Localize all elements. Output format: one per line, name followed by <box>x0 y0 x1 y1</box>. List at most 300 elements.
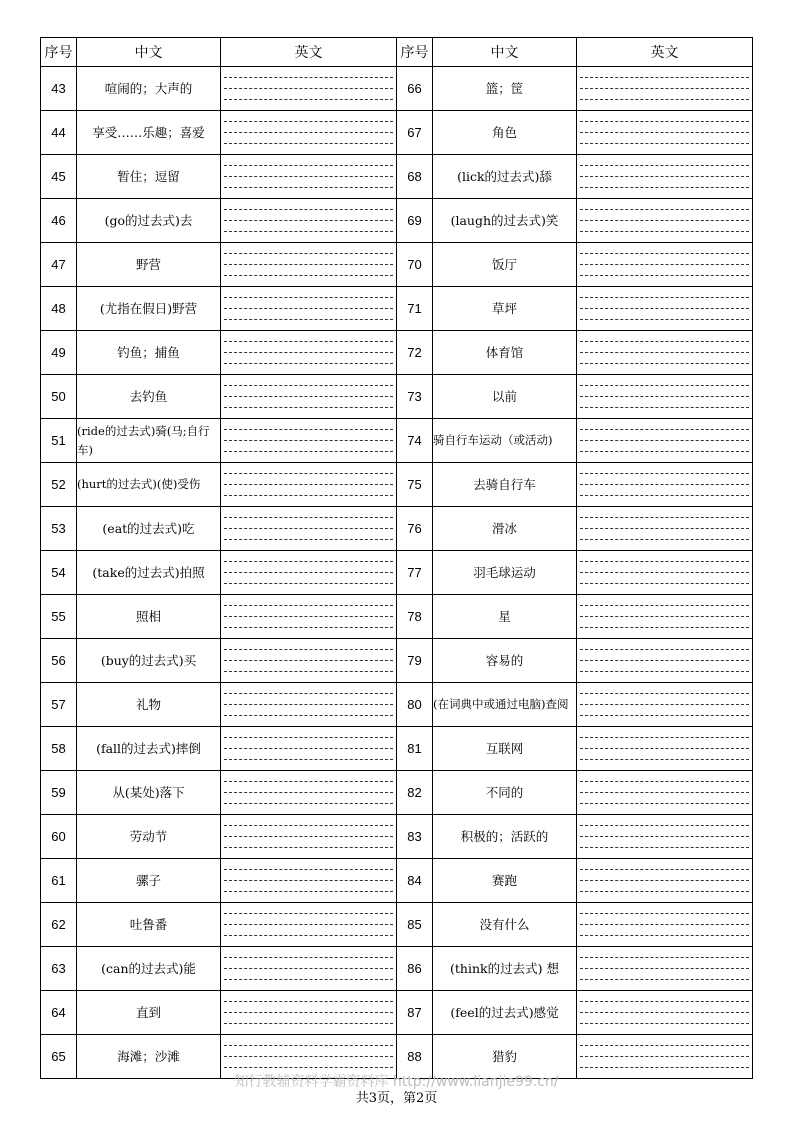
dashed-writing-line <box>580 517 749 518</box>
english-answer[interactable] <box>221 683 397 727</box>
dashed-writing-line <box>224 671 393 672</box>
dashed-writing-line <box>580 737 749 738</box>
dashed-writing-line <box>580 616 749 617</box>
dashed-writing-line <box>580 836 749 837</box>
row-number: 88 <box>397 1035 433 1079</box>
dashed-writing-line <box>580 891 749 892</box>
dashed-writing-line <box>580 1056 749 1057</box>
dashed-writing-line <box>580 176 749 177</box>
dashed-writing-line <box>580 275 749 276</box>
english-answer[interactable] <box>221 507 397 551</box>
table-row <box>41 463 753 507</box>
dashed-writing-line <box>224 1001 393 1002</box>
dashed-writing-line <box>580 495 749 496</box>
dashed-writing-line <box>224 572 393 573</box>
dashed-writing-line <box>580 528 749 529</box>
dashed-writing-line <box>580 77 749 78</box>
dashed-writing-line <box>224 759 393 760</box>
chinese-term: 互联网 <box>433 727 577 771</box>
row-number: 54 <box>41 551 77 595</box>
row-number: 71 <box>397 287 433 331</box>
row-number: 74 <box>397 419 433 463</box>
dashed-writing-line <box>580 1001 749 1002</box>
row-number: 69 <box>397 199 433 243</box>
dashed-writing-line <box>580 924 749 925</box>
dashed-writing-line <box>224 693 393 694</box>
dashed-writing-line <box>580 473 749 474</box>
chinese-term: 礼物 <box>77 683 221 727</box>
dashed-writing-line <box>580 671 749 672</box>
dashed-writing-line <box>580 748 749 749</box>
row-number: 50 <box>41 375 77 419</box>
chinese-term: 没有什么 <box>433 903 577 947</box>
english-answer[interactable] <box>577 991 753 1035</box>
chinese-term: (尤指在假日)野营 <box>77 287 221 331</box>
english-answer[interactable] <box>577 199 753 243</box>
dashed-writing-line <box>580 935 749 936</box>
dashed-writing-line <box>224 352 393 353</box>
dashed-writing-line <box>580 1067 749 1068</box>
header-en-left: 英文 <box>221 38 397 67</box>
dashed-writing-line <box>224 913 393 914</box>
english-answer[interactable] <box>221 903 397 947</box>
english-answer[interactable] <box>221 815 397 859</box>
chinese-term: 照相 <box>77 595 221 639</box>
chinese-term: 体育馆 <box>433 331 577 375</box>
english-answer[interactable] <box>221 639 397 683</box>
table-row <box>41 243 753 287</box>
header-cn-left: 中文 <box>77 38 221 67</box>
dashed-writing-line <box>580 704 749 705</box>
dashed-writing-line <box>224 715 393 716</box>
dashed-writing-line <box>224 825 393 826</box>
row-number: 62 <box>41 903 77 947</box>
chinese-term: 直到 <box>77 991 221 1035</box>
table-row <box>41 551 753 595</box>
table-row <box>41 331 753 375</box>
english-answer[interactable] <box>221 551 397 595</box>
dashed-writing-line <box>580 165 749 166</box>
row-number: 51 <box>41 419 77 463</box>
dashed-writing-line <box>580 484 749 485</box>
watermark: 知行教辅资料学霸资料库 http://www.lianjie99.cn/ <box>234 1074 559 1090</box>
dashed-writing-line <box>580 1023 749 1024</box>
chinese-term: 猎豹 <box>433 1035 577 1079</box>
row-number: 45 <box>41 155 77 199</box>
row-number: 87 <box>397 991 433 1035</box>
header-row <box>41 38 753 67</box>
dashed-writing-line <box>224 748 393 749</box>
dashed-writing-line <box>580 407 749 408</box>
dashed-writing-line <box>580 759 749 760</box>
dashed-writing-line <box>580 319 749 320</box>
header-cn-right: 中文 <box>433 38 577 67</box>
vocab-table <box>40 37 753 1079</box>
dashed-writing-line <box>224 407 393 408</box>
chinese-term: 野营 <box>77 243 221 287</box>
table-row <box>41 155 753 199</box>
table-row <box>41 815 753 859</box>
row-number: 83 <box>397 815 433 859</box>
dashed-writing-line <box>224 869 393 870</box>
dashed-writing-line <box>224 77 393 78</box>
english-answer[interactable] <box>221 727 397 771</box>
dashed-writing-line <box>580 253 749 254</box>
chinese-term: (feel的过去式)感觉 <box>433 991 577 1035</box>
dashed-writing-line <box>224 803 393 804</box>
english-answer[interactable] <box>577 463 753 507</box>
dashed-writing-line <box>580 792 749 793</box>
page-footer: 共3页，第2页 <box>355 1091 438 1106</box>
english-answer[interactable] <box>221 991 397 1035</box>
chinese-term: (在词典中或通过电脑)查阅 <box>433 683 577 727</box>
dashed-writing-line <box>580 451 749 452</box>
header-num-right: 序号 <box>397 38 433 67</box>
chinese-term: 去钓鱼 <box>77 375 221 419</box>
dashed-writing-line <box>580 143 749 144</box>
dashed-writing-line <box>224 132 393 133</box>
row-number: 61 <box>41 859 77 903</box>
dashed-writing-line <box>224 121 393 122</box>
chinese-term: 星 <box>433 595 577 639</box>
header-en-right: 英文 <box>577 38 753 67</box>
english-answer[interactable] <box>221 419 397 463</box>
dashed-writing-line <box>224 836 393 837</box>
dashed-writing-line <box>224 792 393 793</box>
row-number: 63 <box>41 947 77 991</box>
chinese-term: (ride的过去式)骑(马;自行车) <box>77 419 221 463</box>
chinese-term: (hurt的过去式)(使)受伤 <box>77 463 221 507</box>
dashed-writing-line <box>580 649 749 650</box>
english-answer[interactable] <box>577 727 753 771</box>
row-number: 60 <box>41 815 77 859</box>
dashed-writing-line <box>580 572 749 573</box>
dashed-writing-line <box>580 121 749 122</box>
chinese-term: 海滩；沙滩 <box>77 1035 221 1079</box>
dashed-writing-line <box>580 99 749 100</box>
english-answer[interactable] <box>577 243 753 287</box>
dashed-writing-line <box>224 396 393 397</box>
english-answer[interactable] <box>577 903 753 947</box>
english-answer[interactable] <box>577 551 753 595</box>
chinese-term: 喧闹的；大声的 <box>77 67 221 111</box>
chinese-term: (think的过去式) 想 <box>433 947 577 991</box>
table-row <box>41 595 753 639</box>
dashed-writing-line <box>224 847 393 848</box>
dashed-writing-line <box>224 253 393 254</box>
dashed-writing-line <box>224 1045 393 1046</box>
dashed-writing-line <box>224 495 393 496</box>
chinese-term: 劳动节 <box>77 815 221 859</box>
chinese-term: 享受……乐趣；喜爱 <box>77 111 221 155</box>
dashed-writing-line <box>224 528 393 529</box>
row-number: 49 <box>41 331 77 375</box>
row-number: 80 <box>397 683 433 727</box>
row-number: 82 <box>397 771 433 815</box>
dashed-writing-line <box>224 319 393 320</box>
chinese-term: 滑冰 <box>433 507 577 551</box>
english-answer[interactable] <box>577 507 753 551</box>
dashed-writing-line <box>580 880 749 881</box>
chinese-term: 羽毛球运动 <box>433 551 577 595</box>
dashed-writing-line <box>224 627 393 628</box>
row-number: 46 <box>41 199 77 243</box>
english-answer[interactable] <box>221 331 397 375</box>
chinese-term: 骑自行车运动（或活动) <box>433 419 577 463</box>
dashed-writing-line <box>580 869 749 870</box>
chinese-term: 不同的 <box>433 771 577 815</box>
dashed-writing-line <box>580 363 749 364</box>
english-answer[interactable] <box>577 639 753 683</box>
dashed-writing-line <box>224 704 393 705</box>
english-answer[interactable] <box>577 375 753 419</box>
english-answer[interactable] <box>577 815 753 859</box>
chinese-term: 吐鲁番 <box>77 903 221 947</box>
dashed-writing-line <box>224 957 393 958</box>
table-row <box>41 991 753 1035</box>
dashed-writing-line <box>224 660 393 661</box>
dashed-writing-line <box>580 132 749 133</box>
dashed-writing-line <box>224 165 393 166</box>
dashed-writing-line <box>224 935 393 936</box>
chinese-term: (go的过去式)去 <box>77 199 221 243</box>
chinese-term: 篮；筐 <box>433 67 577 111</box>
dashed-writing-line <box>224 209 393 210</box>
chinese-term: 赛跑 <box>433 859 577 903</box>
chinese-term: (can的过去式)能 <box>77 947 221 991</box>
dashed-writing-line <box>224 605 393 606</box>
dashed-writing-line <box>224 737 393 738</box>
dashed-writing-line <box>224 561 393 562</box>
row-number: 66 <box>397 67 433 111</box>
dashed-writing-line <box>224 968 393 969</box>
chinese-term: (buy的过去式)买 <box>77 639 221 683</box>
dashed-writing-line <box>224 88 393 89</box>
dashed-writing-line <box>224 99 393 100</box>
row-number: 67 <box>397 111 433 155</box>
table-row <box>41 727 753 771</box>
english-answer[interactable] <box>577 859 753 903</box>
dashed-writing-line <box>580 957 749 958</box>
row-number: 56 <box>41 639 77 683</box>
dashed-writing-line <box>224 473 393 474</box>
dashed-writing-line <box>580 1012 749 1013</box>
row-number: 65 <box>41 1035 77 1079</box>
dashed-writing-line <box>224 264 393 265</box>
english-answer[interactable] <box>577 419 753 463</box>
chinese-term: 去骑自行车 <box>433 463 577 507</box>
english-answer[interactable] <box>221 463 397 507</box>
dashed-writing-line <box>224 891 393 892</box>
english-answer[interactable] <box>577 947 753 991</box>
english-answer[interactable] <box>577 595 753 639</box>
dashed-writing-line <box>580 341 749 342</box>
row-number: 85 <box>397 903 433 947</box>
row-number: 57 <box>41 683 77 727</box>
dashed-writing-line <box>224 220 393 221</box>
dashed-writing-line <box>224 880 393 881</box>
row-number: 58 <box>41 727 77 771</box>
dashed-writing-line <box>224 275 393 276</box>
row-number: 86 <box>397 947 433 991</box>
row-number: 48 <box>41 287 77 331</box>
english-answer[interactable] <box>221 67 397 111</box>
dashed-writing-line <box>224 231 393 232</box>
dashed-writing-line <box>580 440 749 441</box>
row-number: 81 <box>397 727 433 771</box>
table-row <box>41 419 753 463</box>
dashed-writing-line <box>580 605 749 606</box>
english-answer[interactable] <box>221 771 397 815</box>
dashed-writing-line <box>224 924 393 925</box>
chinese-term: 钓鱼；捕鱼 <box>77 331 221 375</box>
dashed-writing-line <box>580 715 749 716</box>
dashed-writing-line <box>224 297 393 298</box>
dashed-writing-line <box>224 1056 393 1057</box>
dashed-writing-line <box>580 561 749 562</box>
table-body <box>41 67 753 1079</box>
english-answer[interactable] <box>577 111 753 155</box>
chinese-term: 从(某处)落下 <box>77 771 221 815</box>
dashed-writing-line <box>224 517 393 518</box>
chinese-term: 积极的；活跃的 <box>433 815 577 859</box>
english-answer[interactable] <box>577 683 753 727</box>
header-num-left: 序号 <box>41 38 77 67</box>
dashed-writing-line <box>580 539 749 540</box>
dashed-writing-line <box>224 649 393 650</box>
row-number: 47 <box>41 243 77 287</box>
row-number: 59 <box>41 771 77 815</box>
row-number: 72 <box>397 331 433 375</box>
dashed-writing-line <box>224 979 393 980</box>
dashed-writing-line <box>224 341 393 342</box>
row-number: 64 <box>41 991 77 1035</box>
dashed-writing-line <box>224 539 393 540</box>
dashed-writing-line <box>580 979 749 980</box>
english-answer[interactable] <box>221 155 397 199</box>
chinese-term: (lick的过去式)舔 <box>433 155 577 199</box>
english-answer[interactable] <box>221 375 397 419</box>
dashed-writing-line <box>580 1045 749 1046</box>
table-row <box>41 639 753 683</box>
row-number: 77 <box>397 551 433 595</box>
chinese-term: (eat的过去式)吃 <box>77 507 221 551</box>
dashed-writing-line <box>580 660 749 661</box>
row-number: 75 <box>397 463 433 507</box>
dashed-writing-line <box>224 143 393 144</box>
english-answer[interactable] <box>221 243 397 287</box>
row-number: 52 <box>41 463 77 507</box>
table-row <box>41 67 753 111</box>
dashed-writing-line <box>224 1012 393 1013</box>
dashed-writing-line <box>580 583 749 584</box>
english-answer[interactable] <box>577 771 753 815</box>
english-answer[interactable] <box>577 287 753 331</box>
dashed-writing-line <box>580 231 749 232</box>
row-number: 76 <box>397 507 433 551</box>
dashed-writing-line <box>224 1067 393 1068</box>
row-number: 79 <box>397 639 433 683</box>
chinese-term: 以前 <box>433 375 577 419</box>
table-row <box>41 375 753 419</box>
english-answer[interactable] <box>577 67 753 111</box>
dashed-writing-line <box>580 352 749 353</box>
row-number: 43 <box>41 67 77 111</box>
dashed-writing-line <box>580 913 749 914</box>
dashed-writing-line <box>580 781 749 782</box>
english-answer[interactable] <box>577 155 753 199</box>
table-row <box>41 507 753 551</box>
english-answer[interactable] <box>221 859 397 903</box>
table-row <box>41 111 753 155</box>
row-number: 55 <box>41 595 77 639</box>
dashed-writing-line <box>580 385 749 386</box>
table-row <box>41 287 753 331</box>
dashed-writing-line <box>224 451 393 452</box>
dashed-writing-line <box>224 187 393 188</box>
dashed-writing-line <box>580 825 749 826</box>
table-row <box>41 683 753 727</box>
dashed-writing-line <box>224 440 393 441</box>
dashed-writing-line <box>224 363 393 364</box>
english-answer[interactable] <box>221 287 397 331</box>
chinese-term: (laugh的过去式)笑 <box>433 199 577 243</box>
dashed-writing-line <box>580 308 749 309</box>
chinese-term: 暂住；逗留 <box>77 155 221 199</box>
row-number: 78 <box>397 595 433 639</box>
english-answer[interactable] <box>577 331 753 375</box>
dashed-writing-line <box>580 847 749 848</box>
table-row <box>41 771 753 815</box>
dashed-writing-line <box>580 220 749 221</box>
row-number: 70 <box>397 243 433 287</box>
dashed-writing-line <box>224 308 393 309</box>
dashed-writing-line <box>580 803 749 804</box>
english-answer[interactable] <box>221 947 397 991</box>
dashed-writing-line <box>580 297 749 298</box>
dashed-writing-line <box>580 187 749 188</box>
table-row <box>41 199 753 243</box>
row-number: 73 <box>397 375 433 419</box>
chinese-term: (take的过去式)拍照 <box>77 551 221 595</box>
table-row <box>41 947 753 991</box>
english-answer[interactable] <box>221 595 397 639</box>
dashed-writing-line <box>224 176 393 177</box>
dashed-writing-line <box>224 616 393 617</box>
english-answer[interactable] <box>221 199 397 243</box>
chinese-term: 草坪 <box>433 287 577 331</box>
chinese-term: 角色 <box>433 111 577 155</box>
dashed-writing-line <box>224 583 393 584</box>
dashed-writing-line <box>580 693 749 694</box>
dashed-writing-line <box>580 627 749 628</box>
dashed-writing-line <box>580 429 749 430</box>
table-row <box>41 903 753 947</box>
dashed-writing-line <box>224 385 393 386</box>
dashed-writing-line <box>580 396 749 397</box>
dashed-writing-line <box>580 968 749 969</box>
dashed-writing-line <box>580 88 749 89</box>
english-answer[interactable] <box>221 111 397 155</box>
dashed-writing-line <box>224 1023 393 1024</box>
row-number: 44 <box>41 111 77 155</box>
chinese-term: 饭厅 <box>433 243 577 287</box>
chinese-term: 容易的 <box>433 639 577 683</box>
dashed-writing-line <box>224 429 393 430</box>
dashed-writing-line <box>580 209 749 210</box>
row-number: 84 <box>397 859 433 903</box>
table-row <box>41 859 753 903</box>
